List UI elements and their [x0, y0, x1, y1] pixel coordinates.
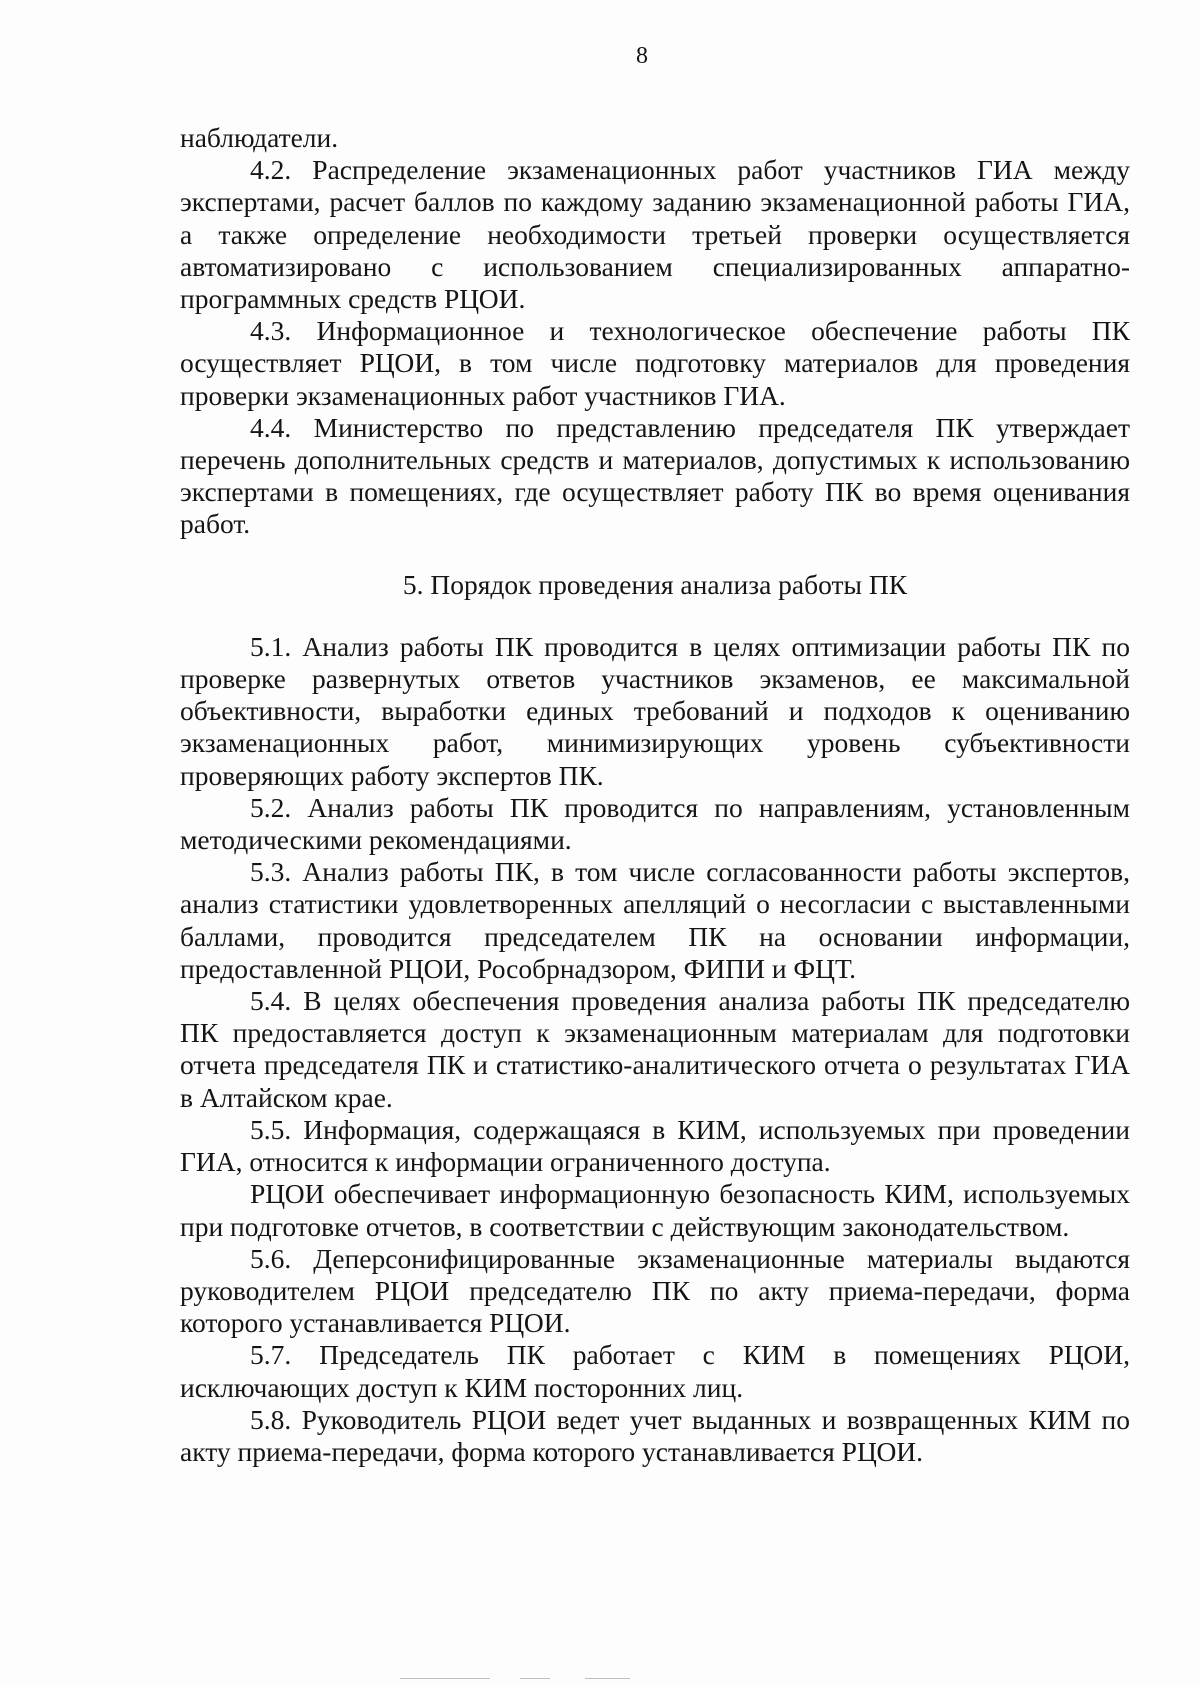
paragraph-5-7: 5.7. Председатель ПК работает с КИМ в помещениях РЦОИ, исключающих доступ к КИМ посторонних лиц. — [180, 1339, 1130, 1403]
scan-artifact — [585, 1678, 630, 1679]
section-heading: 5. Порядок проведения анализа работы ПК — [402, 568, 908, 600]
document-body — [180, 122, 1130, 1468]
scan-artifact — [520, 1678, 550, 1679]
paragraph-5-5-rcoi: РЦОИ обеспечивает информационную безопасность КИМ, используемых при подготовке отчетов, в соответствии с действующим законодательством. — [180, 1178, 1130, 1242]
paragraph-continuation: наблюдатели. — [180, 122, 339, 153]
scan-artifact — [400, 1678, 490, 1679]
paragraph-4-3: 4.3. Информационное и технологическое обеспечение работы ПК осуществляет РЦОИ, в том числе подготовку материалов для проведения проверки экзаменационных работ участников ГИА. — [180, 315, 1130, 411]
paragraph-5-1: 5.1. Анализ работы ПК проводится в целях оптимизации работы ПК по проверке развернутых ответов участников экзаменов, ее максимальной объективности, выработки единых требований и подходов к оцениванию экзаменационных работ, минимизирующих уровень субъективности проверяющих работу экспертов ПК. — [180, 630, 1130, 791]
paragraph-5-2: 5.2. Анализ работы ПК проводится по направлениям, установленным методическими рекомендациями. — [180, 791, 1130, 856]
page-number: 8 — [636, 43, 648, 69]
paragraph-4-2: 4.2. Распределение экзаменационных работ участников ГИА между экспертами, расчет баллов по каждому заданию экзаменационной работы ГИА, а также определение необходимости третьей проверки осуществляется автоматизировано с использованием специализированных аппаратно-программных средств РЦОИ. — [180, 154, 1130, 315]
paragraph-5-6: 5.6. Деперсонифицированные экзаменационные материалы выдаются руководителем РЦОИ председателю ПК по акту приема-передачи, форма которого устанавливается РЦОИ. — [180, 1242, 1130, 1339]
paragraph-5-5: 5.5. Информация, содержащаяся в КИМ, используемых при проведении ГИА, относится к информации ограниченного доступа. — [180, 1113, 1130, 1178]
paragraph-5-3: 5.3. Анализ работы ПК, в том числе согласованности работы экспертов, анализ статистики удовлетворенных апелляций о несогласии с выставленными баллами, проводится председателем ПК на основании информации, предоставленной РЦОИ, Рособрнадзором, ФИПИ и ФЦТ. — [180, 856, 1130, 984]
paragraph-5-8: 5.8. Руководитель РЦОИ ведет учет выданных и возвращенных КИМ по акту приема-передачи, форма которого устанавливается РЦОИ. — [180, 1403, 1130, 1467]
paragraph-4-4: 4.4. Министерство по представлению председателя ПК утверждает перечень дополнительных средств и материалов, допустимых к использованию экспертами в помещениях, где осуществляет работу ПК во время оценивания работ. — [180, 411, 1130, 540]
paragraph-5-4: 5.4. В целях обеспечения проведения анализа работы ПК председателю ПК предоставляется доступ к экзаменационным материалам для подготовки отчета председателя ПК и статистико-аналитического отчета о результатах ГИА в Алтайском крае. — [180, 985, 1130, 1113]
